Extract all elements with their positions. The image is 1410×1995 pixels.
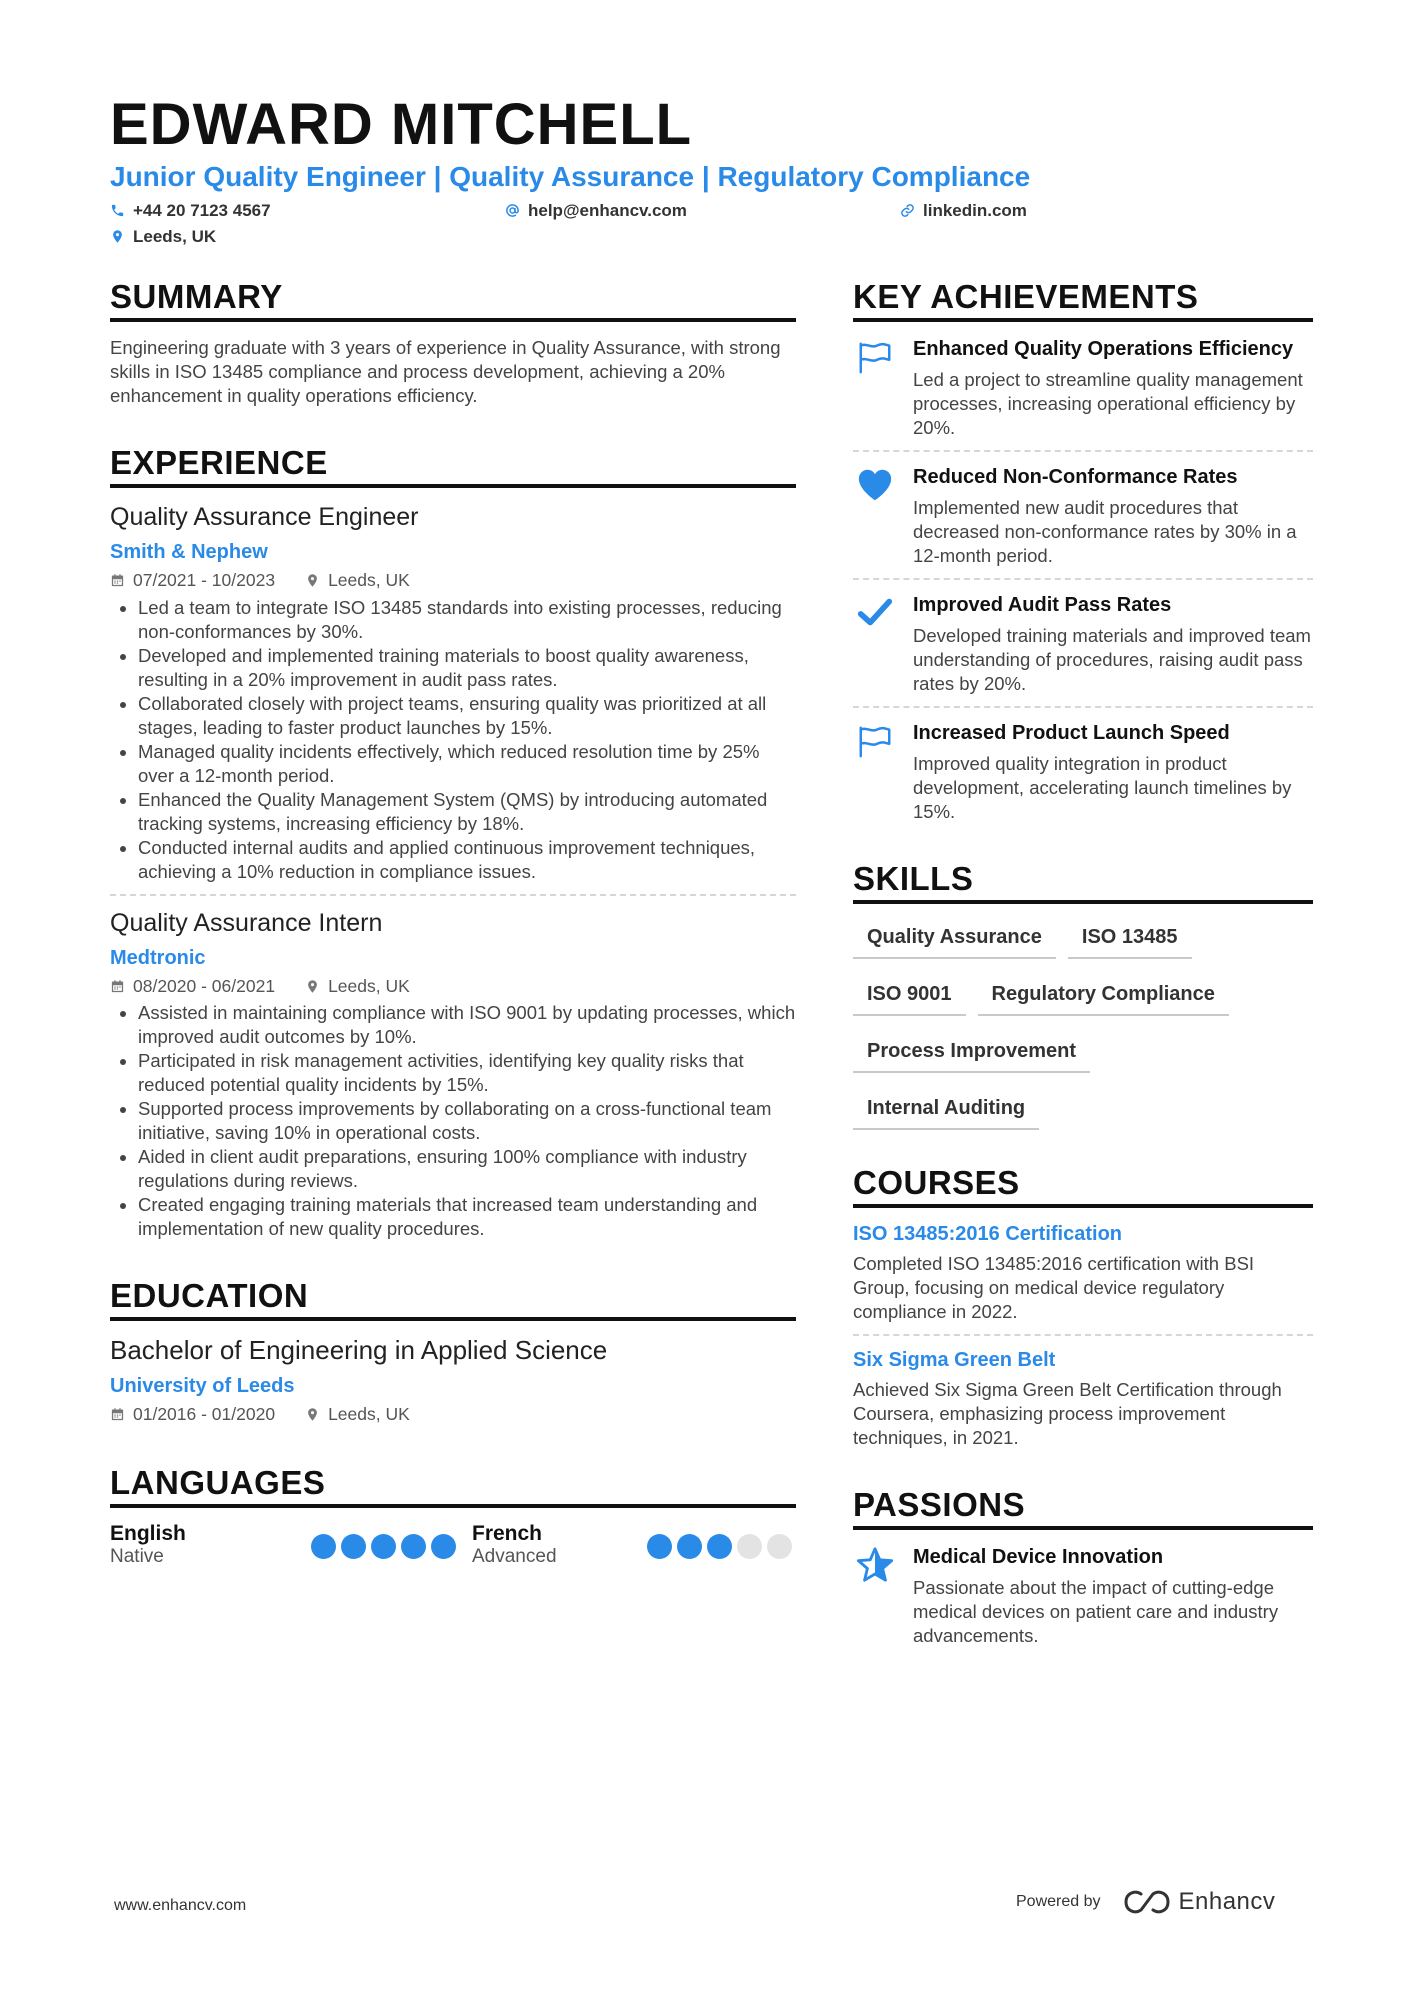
bullet-item: • Participated in risk management activities, identifying key quality risks that reduced potential quality incidents by 15%. [138, 1049, 796, 1097]
bullet-item: • Conducted internal audits and applied continuous improvement techniques, achieving a 10% reduction in compliance issues. [138, 836, 796, 884]
achievement-desc: Implemented new audit procedures that decreased non-conformance rates by 30% in a 12-month period. [913, 497, 1297, 566]
achievement-desc: Led a project to streamline quality management processes, increasing operational efficiency by 20%. [913, 369, 1303, 438]
location-pin-icon [110, 229, 125, 244]
skills-heading: SKILLS [853, 862, 1313, 904]
bullet-item: • Supported process improvements by collaborating on a cross-functional team initiative, saving 10% in operational costs. [138, 1097, 796, 1145]
bullet-item: • Developed and implemented training materials to boost quality awareness, resulting in a 20% improvement in audit pass rates. [138, 644, 796, 692]
language-name: English [110, 1521, 186, 1545]
divider [110, 894, 796, 896]
achievement-title: Increased Product Launch Speed [913, 722, 1230, 744]
job-entry [110, 908, 796, 1242]
course-title: Six Sigma Green Belt [853, 1349, 1056, 1371]
achievement-item [853, 464, 1313, 568]
job-meta [110, 975, 796, 996]
job-location: Leeds, UK [328, 570, 410, 590]
contact-website[interactable] [900, 202, 1027, 219]
summary-text: Engineering graduate with 3 years of experience in Quality Assurance, with strong skills in ISO 13485 compliance and process development, achieving a 20% enhancement in quality operations efficiency. [110, 337, 781, 406]
education-location: Leeds, UK [328, 1404, 410, 1425]
skill-tag: ISO 9001 [853, 975, 966, 1016]
candidate-name: EDWARD MITCHELL [110, 92, 693, 157]
rating-dot-filled [677, 1534, 702, 1559]
language-level: Advanced [472, 1545, 557, 1567]
job-title: Quality Assurance Engineer [110, 503, 419, 531]
candidate-headline: Junior Quality Engineer | Quality Assurance | Regulatory Compliance [110, 161, 1031, 192]
education-heading: EDUCATION [110, 1279, 796, 1321]
achievement-item [853, 592, 1313, 696]
skill-tag: Internal Auditing [853, 1089, 1039, 1130]
passions-heading: PASSIONS [853, 1488, 1313, 1530]
achievement-title: Reduced Non-Conformance Rates [913, 466, 1238, 488]
bullet-item: • Aided in client audit preparations, ensuring 100% compliance with industry regulations during reviews. [138, 1145, 796, 1193]
footer-branding [1016, 1888, 1275, 1916]
phone-icon [110, 203, 125, 218]
course-item [853, 1222, 1313, 1324]
calendar-icon [110, 573, 125, 588]
link-icon [900, 203, 915, 218]
location-text: Leeds, UK [133, 227, 217, 246]
enhancv-logo[interactable] [1123, 1888, 1276, 1916]
bullet-item: • Managed quality incidents effectively, which reduced resolution time by 25% over a 12-month period. [138, 740, 796, 788]
company-name: Smith & Nephew [110, 541, 268, 563]
job-dates: 07/2021 - 10/2023 [133, 570, 276, 590]
achievement-title: Enhanced Quality Operations Efficiency [913, 338, 1294, 360]
job-title: Quality Assurance Intern [110, 908, 383, 937]
experience-heading: EXPERIENCE [110, 446, 796, 488]
course-desc: Achieved Six Sigma Green Belt Certification through Coursera, emphasizing process improvement techniques, in 2021. [853, 1379, 1282, 1448]
achievements-heading: KEY ACHIEVEMENTS [853, 280, 1313, 322]
job-bullets [110, 596, 796, 884]
divider [853, 578, 1313, 580]
languages-list [110, 1522, 796, 1569]
achievement-desc: Developed training materials and improved team understanding of procedures, raising audit pass rates by 20%. [913, 625, 1311, 694]
contact-phone[interactable] [110, 202, 271, 219]
job-location: Leeds, UK [328, 975, 410, 996]
rating-dot-empty [737, 1534, 762, 1559]
passion-item [853, 1544, 1313, 1648]
language-rating [311, 1534, 456, 1559]
website-text: linkedin.com [923, 201, 1027, 220]
check-icon [856, 594, 894, 632]
language-name: French [472, 1521, 543, 1545]
skill-tag: Regulatory Compliance [978, 975, 1229, 1016]
at-icon [505, 203, 520, 218]
experience-section [110, 446, 796, 1241]
job-entry [110, 502, 796, 884]
bullet-item: • Created engaging training materials that increased team understanding and implementation of new quality procedures. [138, 1193, 796, 1241]
flag-icon [856, 722, 894, 760]
location-pin-icon [305, 573, 320, 588]
passions-section [853, 1488, 1313, 1648]
course-item [853, 1348, 1313, 1450]
rating-dot-filled [341, 1534, 366, 1559]
bullet-item: • Assisted in maintaining compliance with ISO 9001 by updating processes, which improved audit outcomes by 10%. [138, 1001, 796, 1049]
education-section [110, 1279, 796, 1424]
language-item [110, 1522, 472, 1569]
job-dates: 08/2020 - 06/2021 [133, 975, 276, 996]
divider [853, 450, 1313, 452]
divider [853, 706, 1313, 708]
skills-list [853, 918, 1313, 1146]
passion-desc: Passionate about the impact of cutting-edge medical devices on patient care and industry advancements. [913, 1577, 1279, 1646]
email-text: help@enhancv.com [528, 201, 687, 220]
contact-location [110, 228, 216, 245]
enhancv-logo-icon [1123, 1888, 1171, 1916]
company-name: Medtronic [110, 946, 206, 969]
rating-dot-filled [707, 1534, 732, 1559]
phone-text: +44 20 7123 4567 [133, 201, 271, 220]
rating-dot-filled [647, 1534, 672, 1559]
job-meta [110, 572, 796, 590]
powered-by-text: Powered by [1016, 1893, 1101, 1910]
contact-email[interactable] [505, 202, 687, 219]
school-name: University of Leeds [110, 1375, 295, 1398]
language-rating [647, 1534, 792, 1559]
calendar-icon [110, 979, 125, 994]
right-column [853, 280, 1313, 1648]
bullet-item: • Collaborated closely with project teams, ensuring quality was prioritized at all stages, leading to faster product launches by 15%. [138, 692, 796, 740]
flag-icon [856, 338, 894, 376]
skills-section [853, 862, 1313, 1146]
job-bullets [110, 1001, 796, 1241]
skill-tag: Process Improvement [853, 1032, 1090, 1073]
skill-tag: Quality Assurance [853, 918, 1056, 959]
rating-dot-empty [767, 1534, 792, 1559]
summary-section [110, 280, 796, 408]
courses-section [853, 1166, 1313, 1450]
languages-section [110, 1463, 796, 1569]
achievement-desc: Improved quality integration in product development, accelerating launch timelines by 15%. [913, 753, 1292, 822]
rating-dot-filled [371, 1534, 396, 1559]
rating-dot-filled [401, 1534, 426, 1559]
brand-name: Enhancv [1178, 1888, 1276, 1915]
left-column [110, 280, 796, 1569]
degree-title: Bachelor of Engineering in Applied Science [110, 1335, 608, 1365]
skill-tag: ISO 13485 [1068, 918, 1192, 959]
courses-heading: COURSES [853, 1166, 1313, 1208]
rating-dot-filled [311, 1534, 336, 1559]
education-dates: 01/2016 - 01/2020 [133, 1404, 276, 1425]
star-icon [856, 1546, 894, 1584]
achievement-title: Improved Audit Pass Rates [913, 594, 1172, 616]
achievement-item [853, 336, 1313, 440]
bullet-item: • Enhanced the Quality Management System (QMS) by introducing automated tracking systems, increasing efficiency by 18%. [138, 788, 796, 836]
summary-heading: SUMMARY [110, 280, 796, 322]
heart-icon [856, 466, 894, 504]
location-pin-icon [305, 1407, 320, 1422]
bullet-item: • Led a team to integrate ISO 13485 standards into existing processes, reducing non-conformances by 30%. [138, 596, 796, 644]
divider [853, 1334, 1313, 1336]
course-title: ISO 13485:2016 Certification [853, 1223, 1123, 1245]
language-item [472, 1522, 792, 1569]
calendar-icon [110, 1407, 125, 1422]
course-desc: Completed ISO 13485:2016 certification with BSI Group, focusing on medical device regulatory compliance in 2022. [853, 1253, 1255, 1322]
education-meta [110, 1406, 796, 1424]
achievement-item [853, 720, 1313, 824]
language-level: Native [110, 1545, 164, 1567]
rating-dot-filled [431, 1534, 456, 1559]
location-pin-icon [305, 979, 320, 994]
passion-title: Medical Device Innovation [913, 1546, 1164, 1568]
footer-website[interactable]: www.enhancv.com [114, 1897, 247, 1914]
achievements-section [853, 280, 1313, 824]
languages-heading: LANGUAGES [110, 1466, 796, 1508]
